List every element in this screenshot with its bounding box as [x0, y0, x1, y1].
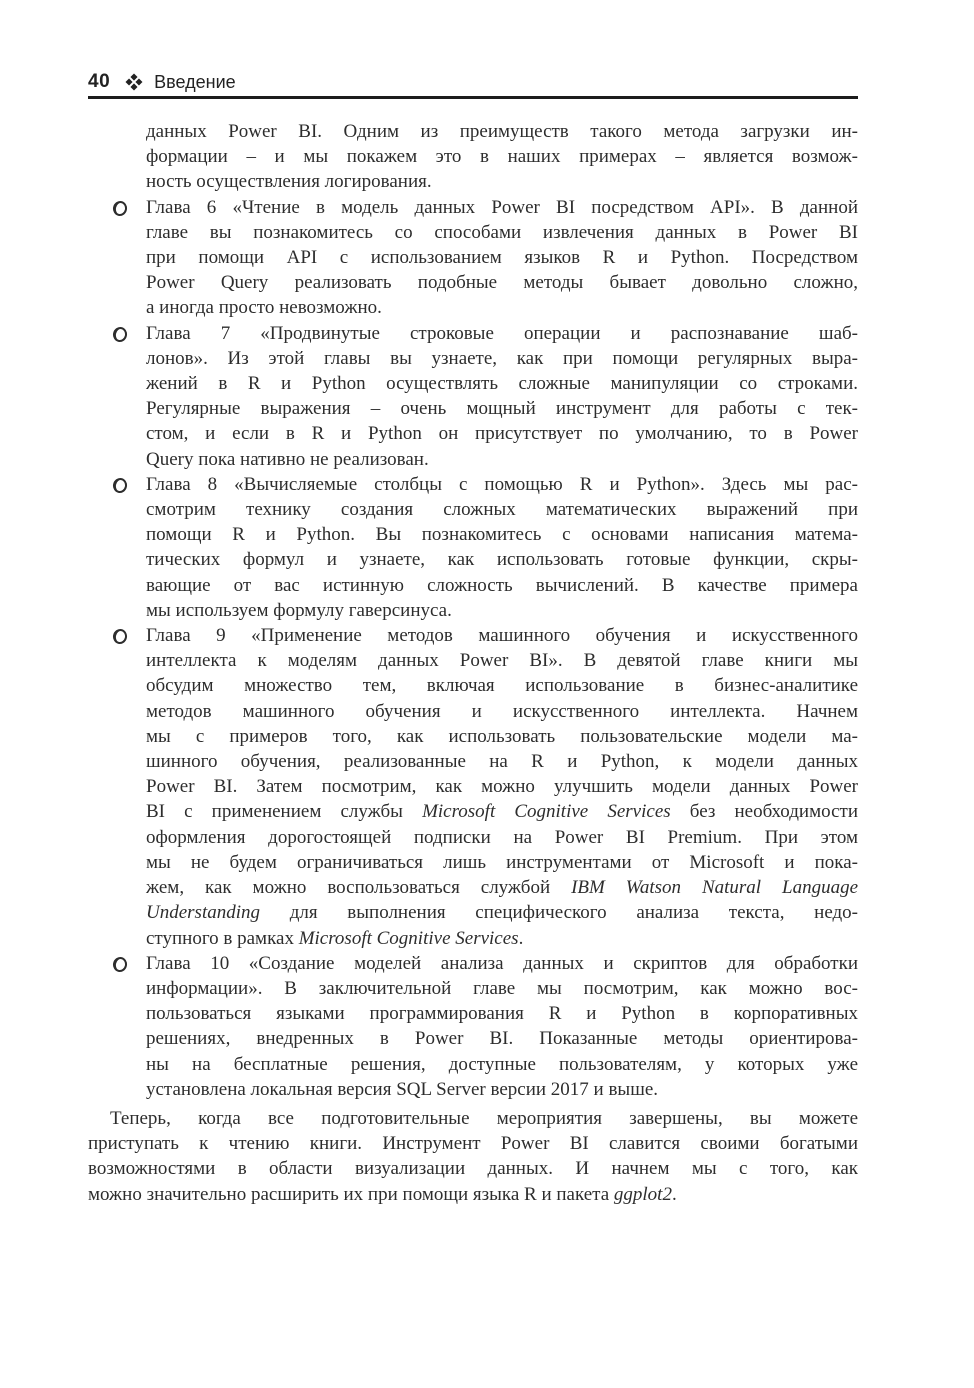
intro-paragraph: [146, 119, 858, 195]
text-line: пользоваться языками программирования R и Python в корпоративных: [146, 1003, 858, 1025]
page-number: 40: [88, 71, 111, 92]
text-line: Глава 9 «Применение методов машинного обучения и искусственного: [146, 625, 858, 647]
text-line: главе вы познакомитесь со способами извлечения данных в Power BI: [146, 221, 858, 243]
text-line: Регулярные выражения – очень мощный инструмент для работы с тек-: [146, 398, 858, 420]
chapter-item-text: [146, 951, 858, 1102]
text-line: Теперь, когда все подготовительные мероприятия завершены, вы можете: [110, 1107, 858, 1129]
text-line: можно значительно расширить их при помощи языка R и пакета ggplot2.: [88, 1183, 677, 1205]
text-line: Power Query реализовать подобные методы бывает довольно сложно,: [146, 272, 858, 294]
chapter-item: [88, 951, 858, 1102]
text-line: тических формул и узнаете, как использовать готовые функции, скры-: [146, 549, 858, 571]
page-header-title: Введение: [154, 71, 236, 92]
text-line: при помощи API с использованием языков R и Python. Посредством: [146, 247, 858, 269]
text-line: методов машинного обучения и искусственного интеллекта. Начнем: [146, 700, 858, 722]
chapter-item: [88, 321, 858, 472]
text-line: информации». В заключительной главе мы посмотрим, как можно вос-: [146, 977, 858, 999]
chapter-item-text: [146, 195, 858, 321]
text-line: Power BI. Затем посмотрим, как можно улучшить модели данных Power: [146, 776, 858, 798]
bullet-circle-icon: [112, 325, 129, 343]
text-line: смотрим технику создания сложных математических выражений при: [146, 499, 858, 521]
text-line: шинного обучения, реализованные на R и Python, к модели данных: [146, 751, 858, 773]
running-header: [88, 71, 236, 93]
closing-paragraph: [88, 1106, 858, 1207]
chapter-item-text: [146, 472, 858, 623]
bullet-circle-icon: [112, 477, 129, 495]
chapter-list: [88, 195, 858, 1102]
text-line: помощи R и Python. Вы познакомитесь с основами написания матема-: [146, 524, 858, 546]
chapter-item: [88, 195, 858, 321]
text-line: Query пока нативно не реализован.: [146, 448, 429, 470]
text-line: формации – и мы покажем это в наших примерах – является возмож-: [146, 146, 858, 168]
text-line: возможностями в области визуализации данных. И начнем мы с того, как: [88, 1158, 858, 1180]
text-line: вающие от вас истинную сложность вычислений. В качестве примера: [146, 574, 858, 596]
text-line: мы с примеров того, как использовать пользовательские модели ма-: [146, 725, 858, 747]
text-line: а иногда просто невозможно.: [146, 297, 382, 319]
text-line: Глава 8 «Вычисляемые столбцы с помощью R и Python». Здесь мы рас-: [146, 473, 858, 495]
text-line: BI с применением службы Microsoft Cognitive Services без необходимости: [146, 801, 858, 823]
text-line: ступного в рамках Microsoft Cognitive Services.: [146, 927, 524, 949]
text-line: установлена локальная версия SQL Server версии 2017 и выше.: [146, 1078, 659, 1100]
text-line: приступать к чтению книги. Инструмент Power BI славится своими богатыми: [88, 1133, 858, 1155]
text-line: стом, и если в R и Python он присутствует по умолчанию, то в Power: [146, 423, 858, 445]
page-body: [88, 119, 858, 1207]
text-line: жем, как можно воспользоваться службой IBM Watson Natural Language: [146, 877, 859, 899]
chapter-item: [88, 472, 858, 623]
text-line: ность осуществления логирования.: [146, 171, 432, 193]
text-line: оформления дорогостоящей подписки на Power BI Premium. При этом: [146, 826, 858, 848]
text-line: данных Power BI. Одним из преимуществ такого метода загрузки ин-: [146, 121, 858, 142]
chapter-item-text: [146, 321, 858, 472]
text-line: Understanding для выполнения специфического анализа текста, недо-: [146, 902, 858, 924]
bullet-circle-icon: [112, 199, 129, 217]
text-line: мы не будем ограничиваться лишь инструментами от Microsoft и пока-: [146, 851, 858, 873]
text-line: жений в R и Python осуществлять сложные манипуляции со строками.: [146, 373, 858, 395]
text-line: лонов». Из этой главы вы узнаете, как при помощи регулярных выра-: [146, 347, 858, 369]
text-line: интеллекта к моделям данных Power BI». В девятой главе книги мы: [146, 650, 858, 672]
bullet-circle-icon: [112, 955, 129, 973]
text-line: ны на бесплатные решения, доступные пользователям, у которых уже: [146, 1053, 858, 1075]
chapter-item: [88, 623, 858, 951]
bullet-circle-icon: [112, 628, 129, 646]
header-rule: [88, 96, 858, 99]
text-line: Глава 6 «Чтение в модель данных Power BI посредством API». В данной: [146, 196, 858, 218]
four-diamond-icon: [126, 74, 143, 91]
text-line: Глава 7 «Продвинутые строковые операции и распознавание шаб-: [146, 322, 858, 344]
text-line: мы используем формулу гаверсинуса.: [146, 599, 452, 621]
text-line: Глава 10 «Создание моделей анализа данных и скриптов для обработки: [146, 952, 858, 974]
text-line: обсудим множество тем, включая использование в бизнес-аналитике: [146, 675, 858, 697]
text-line: решениях, внедренных в Power BI. Показанные методы ориентирова-: [146, 1028, 858, 1050]
chapter-item-text: [146, 623, 858, 951]
